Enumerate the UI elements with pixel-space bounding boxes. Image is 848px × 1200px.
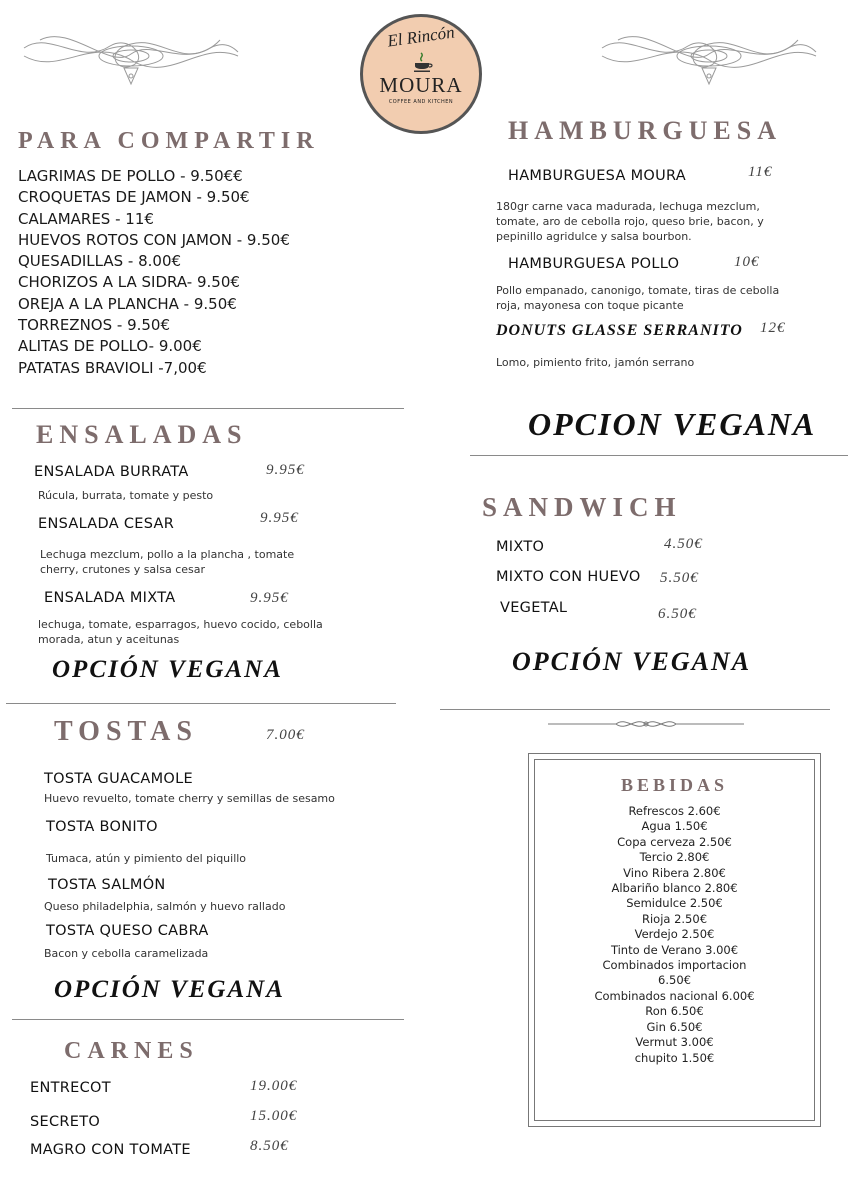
menu-item-desc: Rúcula, burrata, tomate y pesto: [38, 489, 214, 502]
tostas-price: 7.00€: [266, 727, 305, 743]
drink-item: Verdejo 2.50€: [634, 927, 715, 942]
list-item: QUESADILLAS - 8.00€: [18, 252, 182, 271]
section-title-ensaladas: ENSALADAS: [36, 420, 248, 449]
divider: [470, 455, 848, 456]
menu-item-name: SECRETO: [30, 1114, 101, 1130]
section-title-sandwich: SANDWICH: [482, 492, 682, 522]
drink-item: Vermut 3.00€: [635, 1035, 714, 1050]
vegan-option: OPCIÓN VEGANA: [512, 647, 752, 676]
vegan-option: OPCIÓN VEGANA: [54, 976, 285, 1003]
drink-item: Albariño blanco 2.80€: [611, 881, 738, 896]
menu-item-name: MIXTO CON HUEVO: [496, 569, 641, 585]
menu-item-price: 9.95€: [250, 590, 289, 606]
menu-item-price: 10€: [734, 254, 760, 270]
logo-tagline: COFFEE AND KITCHEN: [388, 99, 454, 105]
menu-item-desc: lechuga, tomate, esparragos, huevo cocido, cebolla morada, atun y aceitunas: [38, 618, 323, 646]
drink-item: 6.50€: [658, 973, 691, 988]
divider: [12, 1019, 404, 1020]
menu-item-desc: Lomo, pimiento frito, jamón serrano: [496, 356, 695, 369]
menu-item-price: 9.95€: [266, 462, 305, 478]
menu-item-price: 8.50€: [250, 1138, 289, 1154]
menu-item-desc: Huevo revuelto, tomate cherry y semillas de sesamo: [44, 792, 335, 805]
section-title-bebidas: BEBIDAS: [620, 775, 729, 795]
menu-item-name: HAMBURGUESA MOURA: [508, 168, 687, 184]
menu-item-desc: Bacon y cebolla caramelizada: [44, 947, 209, 960]
divider: [12, 408, 404, 409]
drink-item: Rioja 2.50€: [641, 911, 708, 926]
menu-item-name: ENSALADA CESAR: [38, 516, 175, 532]
list-item: PATATAS BRAVIOLI -7,00€: [18, 358, 207, 377]
list-item: ALITAS DE POLLO- 9.00€: [18, 337, 202, 356]
menu-item-name: TOSTA SALMÓN: [48, 877, 166, 893]
menu-item-name: ENSALADA BURRATA: [34, 464, 189, 480]
menu-item-name: DONUTS GLASSE SERRANITO: [496, 322, 743, 339]
divider-ornament: [546, 716, 746, 732]
section-title-hamburguesa: HAMBURGUESA: [508, 116, 783, 145]
menu-item-desc: 180gr carne vaca madurada, lechuga mezclum, tomate, aro de cebolla rojo, queso brie, bacon, y pepinillo agridulce y salsa bourbon.: [496, 200, 764, 243]
menu-item-name: MAGRO CON TOMATE: [30, 1142, 191, 1158]
drink-item: chupito 1.50€: [634, 1050, 715, 1065]
drink-item: Refrescos 2.60€: [628, 804, 721, 818]
ornament-flourish-right: [598, 26, 820, 88]
ornament-flourish-left: [20, 26, 242, 88]
list-item: OREJA A LA PLANCHA - 9.50€: [18, 294, 237, 313]
menu-item-price: 9.95€: [260, 510, 299, 526]
menu-item-name: TOSTA GUACAMOLE: [44, 771, 193, 787]
menu-item-price: 12€: [760, 320, 786, 336]
drink-item: Semidulce 2.50€: [626, 896, 723, 911]
menu-item-desc: Pollo empanado, canonigo, tomate, tiras de cebolla roja, mayonesa con toque picante: [496, 284, 780, 312]
menu-item-price: 11€: [748, 164, 773, 180]
section-title-carnes: CARNES: [64, 1038, 199, 1064]
menu-item-price: 15.00€: [250, 1108, 298, 1124]
divider: [6, 703, 396, 704]
drink-item: Combinados importacion: [602, 958, 747, 973]
list-item: CALAMARES - 11€: [18, 209, 154, 228]
menu-item-desc: Lechuga mezclum, pollo a la plancha , tomate cherry, crutones y salsa cesar: [40, 548, 295, 576]
drink-item: Copa cerveza 2.50€: [617, 834, 732, 849]
coffee-cup-icon: [412, 51, 434, 73]
divider: [440, 709, 830, 710]
logo-script: El Rincón: [386, 22, 456, 51]
list-item: CROQUETAS DE JAMON - 9.50€: [18, 188, 250, 207]
list-item: TORREZNOS - 9.50€: [18, 316, 171, 335]
menu-item-desc: Tumaca, atún y pimiento del piquillo: [46, 852, 247, 865]
menu-item-name: MIXTO: [496, 539, 545, 555]
menu-item-name: ENTRECOT: [30, 1080, 111, 1096]
menu-item-price: 6.50€: [658, 606, 697, 622]
drink-item: Gin 6.50€: [646, 1019, 703, 1034]
drink-item: Tercio 2.80€: [639, 850, 710, 865]
menu-item-price: 5.50€: [660, 570, 699, 586]
drink-item: Agua 1.50€: [641, 819, 708, 834]
menu-item-name: HAMBURGUESA POLLO: [508, 256, 680, 272]
section-title-tostas: TOSTAS: [54, 716, 198, 747]
menu-item-price: 4.50€: [664, 536, 703, 552]
menu-item-desc: Queso philadelphia, salmón y huevo rallado: [44, 900, 286, 913]
menu-item-name: ENSALADA MIXTA: [44, 590, 176, 606]
menu-item-name: VEGETAL: [500, 600, 568, 616]
menu-item-name: TOSTA QUESO CABRA: [46, 923, 209, 939]
list-item: CHORIZOS A LA SIDRA- 9.50€: [18, 273, 240, 292]
list-item: LAGRIMAS DE POLLO - 9.50€€: [18, 167, 243, 185]
list-item: HUEVOS ROTOS CON JAMON - 9.50€: [18, 230, 290, 249]
bebidas-list: [528, 804, 821, 1066]
drink-item: Vino Ribera 2.80€: [623, 865, 726, 880]
vegan-option: OPCIÓN VEGANA: [52, 656, 283, 683]
drink-item: Ron 6.50€: [645, 1004, 704, 1019]
drink-item: Tinto de Verano 3.00€: [610, 942, 739, 957]
section-title-compartir: PARA COMPARTIR: [18, 128, 320, 154]
compartir-list: [18, 166, 290, 379]
vegan-option: OPCION VEGANA: [528, 406, 817, 442]
logo-name: MOURA: [379, 73, 463, 97]
logo: [360, 14, 482, 134]
menu-item-price: 19.00€: [250, 1078, 298, 1094]
menu-item-name: TOSTA BONITO: [46, 819, 158, 835]
drink-item: Combinados nacional 6.00€: [594, 988, 755, 1003]
